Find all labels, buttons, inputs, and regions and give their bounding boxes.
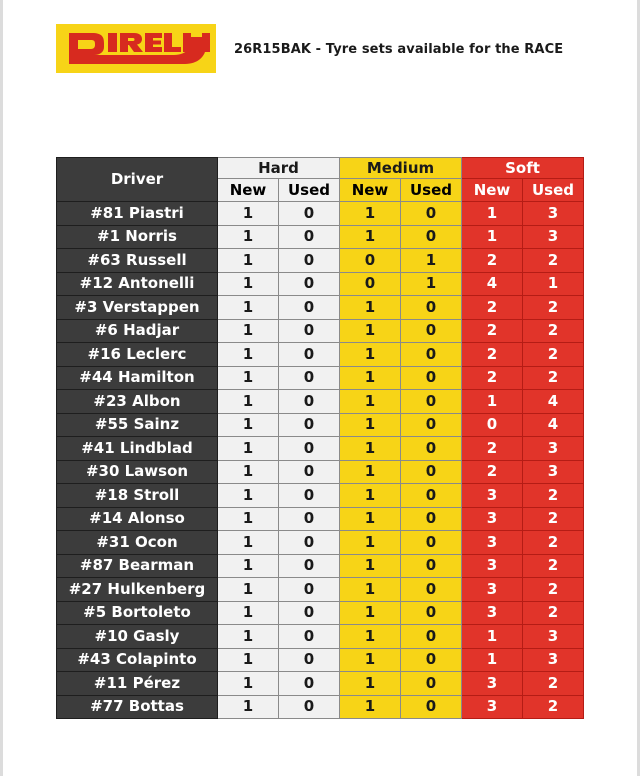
hard-used-cell: 0: [279, 343, 340, 367]
medium-used-cell: 0: [401, 319, 462, 343]
hard-used-cell: 0: [279, 366, 340, 390]
medium-used-cell: 1: [401, 272, 462, 296]
medium-new-cell: 1: [340, 390, 401, 414]
page-edge-left: [0, 0, 3, 776]
soft-used-cell: 2: [523, 601, 584, 625]
hard-new-header: New: [218, 179, 279, 202]
pirelli-logo: [56, 24, 216, 73]
table-row: [57, 484, 584, 508]
soft-new-cell: 1: [462, 225, 523, 249]
hard-new-cell: 1: [218, 460, 279, 484]
soft-new-cell: 2: [462, 460, 523, 484]
soft-used-cell: 4: [523, 390, 584, 414]
hard-new-cell: 1: [218, 296, 279, 320]
table-row: [57, 413, 584, 437]
soft-used-cell: 2: [523, 531, 584, 555]
hard-used-cell: 0: [279, 202, 340, 226]
table-row: [57, 672, 584, 696]
medium-used-cell: 0: [401, 413, 462, 437]
medium-new-cell: 1: [340, 507, 401, 531]
table-row: [57, 249, 584, 273]
soft-used-cell: 2: [523, 672, 584, 696]
driver-name-cell: #41 Lindblad: [57, 437, 218, 461]
hard-used-header: Used: [279, 179, 340, 202]
table-row: [57, 695, 584, 719]
hard-new-cell: 1: [218, 507, 279, 531]
hard-group-header: Hard: [218, 158, 340, 179]
hard-new-cell: 1: [218, 554, 279, 578]
medium-new-cell: 1: [340, 601, 401, 625]
table-row: [57, 648, 584, 672]
soft-used-cell: 2: [523, 249, 584, 273]
driver-name-cell: #81 Piastri: [57, 202, 218, 226]
medium-used-cell: 0: [401, 225, 462, 249]
medium-new-cell: 1: [340, 437, 401, 461]
medium-new-cell: 0: [340, 272, 401, 296]
hard-new-cell: 1: [218, 437, 279, 461]
hard-new-cell: 1: [218, 225, 279, 249]
driver-name-cell: #16 Leclerc: [57, 343, 218, 367]
driver-name-cell: #18 Stroll: [57, 484, 218, 508]
driver-name-cell: #27 Hulkenberg: [57, 578, 218, 602]
hard-used-cell: 0: [279, 484, 340, 508]
driver-name-cell: #11 Pérez: [57, 672, 218, 696]
soft-used-cell: 1: [523, 272, 584, 296]
medium-new-cell: 1: [340, 225, 401, 249]
soft-used-cell: 2: [523, 507, 584, 531]
soft-used-cell: 2: [523, 343, 584, 367]
driver-name-cell: #87 Bearman: [57, 554, 218, 578]
medium-new-cell: 0: [340, 249, 401, 273]
driver-name-cell: #44 Hamilton: [57, 366, 218, 390]
soft-new-cell: 3: [462, 531, 523, 555]
medium-used-cell: 0: [401, 460, 462, 484]
hard-new-cell: 1: [218, 625, 279, 649]
hard-new-cell: 1: [218, 390, 279, 414]
table-row: [57, 343, 584, 367]
hard-new-cell: 1: [218, 578, 279, 602]
medium-new-cell: 1: [340, 484, 401, 508]
driver-name-cell: #1 Norris: [57, 225, 218, 249]
medium-used-cell: 0: [401, 484, 462, 508]
soft-new-cell: 3: [462, 672, 523, 696]
medium-used-header: Used: [401, 179, 462, 202]
table-row: [57, 554, 584, 578]
medium-new-cell: 1: [340, 578, 401, 602]
medium-new-cell: 1: [340, 319, 401, 343]
medium-new-cell: 1: [340, 672, 401, 696]
soft-new-cell: 1: [462, 648, 523, 672]
hard-new-cell: 1: [218, 484, 279, 508]
medium-new-cell: 1: [340, 343, 401, 367]
soft-used-header: Used: [523, 179, 584, 202]
driver-name-cell: #30 Lawson: [57, 460, 218, 484]
soft-new-cell: 2: [462, 319, 523, 343]
hard-new-cell: 1: [218, 695, 279, 719]
driver-name-cell: #31 Ocon: [57, 531, 218, 555]
hard-new-cell: 1: [218, 648, 279, 672]
soft-new-cell: 1: [462, 202, 523, 226]
driver-header: Driver: [57, 158, 218, 202]
table-row: [57, 531, 584, 555]
medium-used-cell: 0: [401, 672, 462, 696]
table-row: [57, 507, 584, 531]
soft-new-cell: 3: [462, 484, 523, 508]
hard-new-cell: 1: [218, 343, 279, 367]
soft-used-cell: 2: [523, 695, 584, 719]
pirelli-logo-svg: [56, 24, 216, 73]
soft-used-cell: 3: [523, 225, 584, 249]
hard-new-cell: 1: [218, 672, 279, 696]
hard-new-cell: 1: [218, 366, 279, 390]
medium-used-cell: 0: [401, 507, 462, 531]
hard-used-cell: 0: [279, 672, 340, 696]
medium-new-cell: 1: [340, 460, 401, 484]
hard-new-cell: 1: [218, 249, 279, 273]
hard-used-cell: 0: [279, 578, 340, 602]
medium-new-cell: 1: [340, 648, 401, 672]
driver-name-cell: #3 Verstappen: [57, 296, 218, 320]
medium-new-cell: 1: [340, 296, 401, 320]
table-row: [57, 366, 584, 390]
table-row: [57, 296, 584, 320]
soft-new-cell: 2: [462, 343, 523, 367]
table-body: [57, 202, 584, 719]
hard-used-cell: 0: [279, 225, 340, 249]
soft-used-cell: 3: [523, 648, 584, 672]
soft-used-cell: 2: [523, 366, 584, 390]
table-row: [57, 319, 584, 343]
medium-new-cell: 1: [340, 554, 401, 578]
hard-new-cell: 1: [218, 531, 279, 555]
soft-new-cell: 2: [462, 249, 523, 273]
hard-used-cell: 0: [279, 460, 340, 484]
medium-used-cell: 0: [401, 601, 462, 625]
soft-new-cell: 3: [462, 578, 523, 602]
hard-used-cell: 0: [279, 437, 340, 461]
soft-new-cell: 3: [462, 601, 523, 625]
table-row: [57, 460, 584, 484]
medium-used-cell: 0: [401, 648, 462, 672]
medium-used-cell: 0: [401, 366, 462, 390]
hard-used-cell: 0: [279, 272, 340, 296]
table-row: [57, 437, 584, 461]
medium-used-cell: 0: [401, 390, 462, 414]
hard-used-cell: 0: [279, 413, 340, 437]
hard-used-cell: 0: [279, 601, 340, 625]
hard-new-cell: 1: [218, 202, 279, 226]
soft-new-cell: 0: [462, 413, 523, 437]
driver-name-cell: #43 Colapinto: [57, 648, 218, 672]
hard-used-cell: 0: [279, 648, 340, 672]
hard-used-cell: 0: [279, 625, 340, 649]
page-title: 26R15BAK - Tyre sets available for the RACE: [234, 42, 564, 57]
hard-used-cell: 0: [279, 296, 340, 320]
soft-used-cell: 2: [523, 484, 584, 508]
driver-name-cell: #5 Bortoleto: [57, 601, 218, 625]
driver-name-cell: #77 Bottas: [57, 695, 218, 719]
soft-new-cell: 1: [462, 625, 523, 649]
soft-used-cell: 3: [523, 202, 584, 226]
table-row: [57, 578, 584, 602]
hard-new-cell: 1: [218, 413, 279, 437]
tyre-sets-table: [56, 157, 584, 719]
medium-new-cell: 1: [340, 202, 401, 226]
hard-used-cell: 0: [279, 554, 340, 578]
soft-new-cell: 3: [462, 695, 523, 719]
driver-name-cell: #6 Hadjar: [57, 319, 218, 343]
medium-used-cell: 0: [401, 578, 462, 602]
hard-new-cell: 1: [218, 272, 279, 296]
soft-used-cell: 2: [523, 554, 584, 578]
medium-new-header: New: [340, 179, 401, 202]
medium-used-cell: 0: [401, 695, 462, 719]
hard-used-cell: 0: [279, 531, 340, 555]
medium-new-cell: 1: [340, 695, 401, 719]
soft-used-cell: 2: [523, 319, 584, 343]
medium-used-cell: 0: [401, 343, 462, 367]
medium-new-cell: 1: [340, 625, 401, 649]
table-row: [57, 625, 584, 649]
medium-used-cell: 0: [401, 202, 462, 226]
medium-used-cell: 1: [401, 249, 462, 273]
hard-used-cell: 0: [279, 390, 340, 414]
hard-used-cell: 0: [279, 249, 340, 273]
hard-new-cell: 1: [218, 601, 279, 625]
hard-used-cell: 0: [279, 507, 340, 531]
soft-used-cell: 2: [523, 296, 584, 320]
table-row: [57, 390, 584, 414]
driver-name-cell: #63 Russell: [57, 249, 218, 273]
soft-group-header: Soft: [462, 158, 584, 179]
soft-new-cell: 2: [462, 296, 523, 320]
soft-new-cell: 1: [462, 390, 523, 414]
soft-used-cell: 4: [523, 413, 584, 437]
medium-new-cell: 1: [340, 366, 401, 390]
hard-used-cell: 0: [279, 319, 340, 343]
driver-name-cell: #12 Antonelli: [57, 272, 218, 296]
medium-used-cell: 0: [401, 437, 462, 461]
soft-used-cell: 3: [523, 625, 584, 649]
soft-used-cell: 3: [523, 437, 584, 461]
soft-used-cell: 3: [523, 460, 584, 484]
driver-name-cell: #23 Albon: [57, 390, 218, 414]
hard-new-cell: 1: [218, 319, 279, 343]
medium-new-cell: 1: [340, 413, 401, 437]
table-row: [57, 202, 584, 226]
driver-name-cell: #10 Gasly: [57, 625, 218, 649]
medium-used-cell: 0: [401, 531, 462, 555]
soft-new-cell: 3: [462, 554, 523, 578]
soft-new-cell: 2: [462, 366, 523, 390]
medium-group-header: Medium: [340, 158, 462, 179]
table-row: [57, 601, 584, 625]
hard-used-cell: 0: [279, 695, 340, 719]
driver-name-cell: #55 Sainz: [57, 413, 218, 437]
soft-new-cell: 4: [462, 272, 523, 296]
medium-used-cell: 0: [401, 625, 462, 649]
driver-name-cell: #14 Alonso: [57, 507, 218, 531]
table-row: [57, 272, 584, 296]
medium-used-cell: 0: [401, 296, 462, 320]
medium-new-cell: 1: [340, 531, 401, 555]
medium-used-cell: 0: [401, 554, 462, 578]
soft-used-cell: 2: [523, 578, 584, 602]
soft-new-cell: 2: [462, 437, 523, 461]
soft-new-header: New: [462, 179, 523, 202]
table-row: [57, 225, 584, 249]
soft-new-cell: 3: [462, 507, 523, 531]
